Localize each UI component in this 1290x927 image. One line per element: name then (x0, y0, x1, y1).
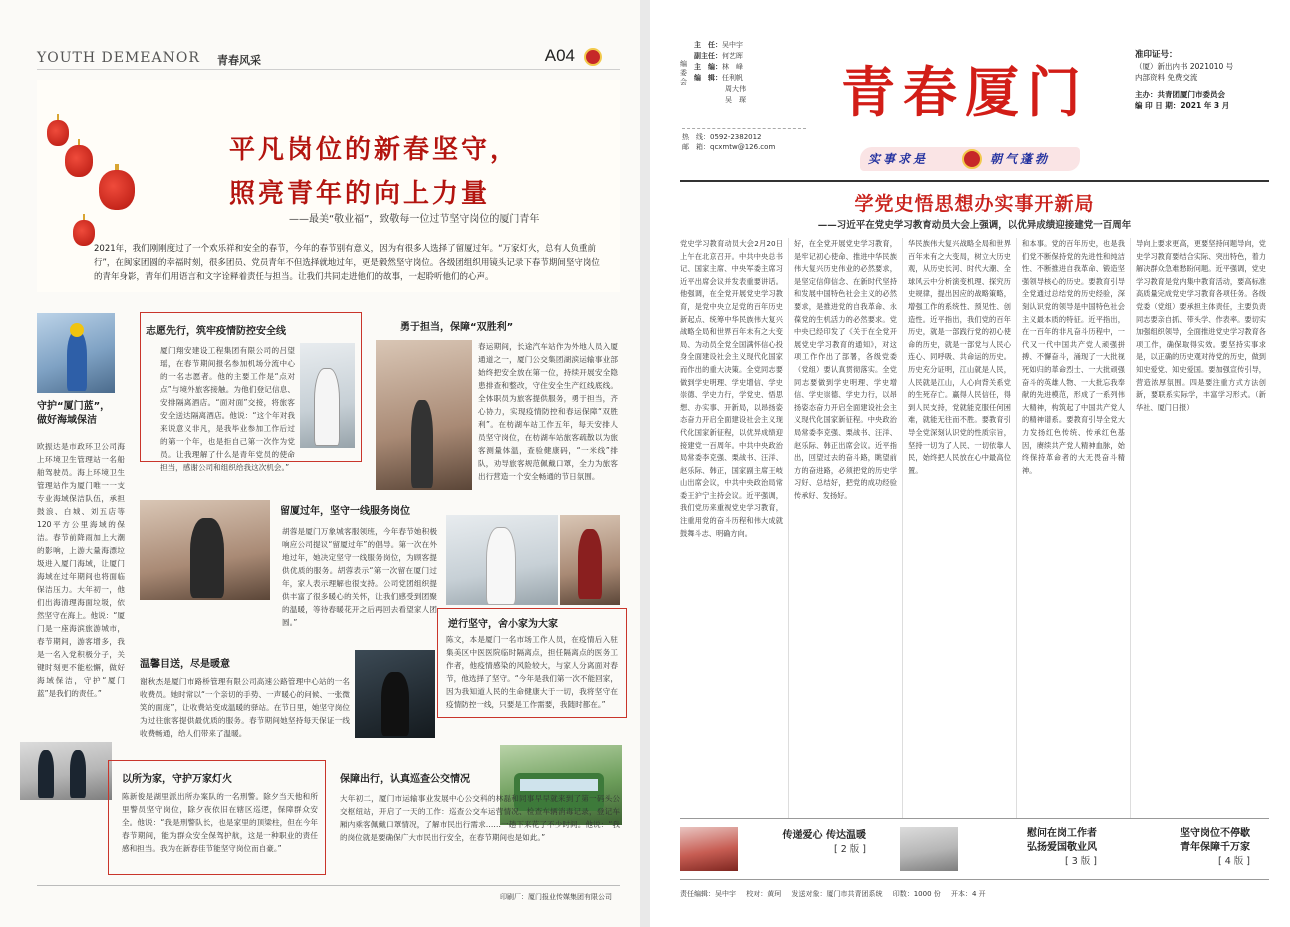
section-body-bus-station: 春运期间，长途汽车站作为外地人员入厦通道之一，厦门公交集团湖滨运输事业部始终把安全放在第一位，持续开展安全隐患排查和整改，守住安全生产红线底线。全体职员为旅客提供服务，勇于担当，齐心协力，实现疫情防控和春运保障“双胜利”。在枋湖车站工作五年，每天安排人员坚守岗位，在枋湖车站旅客疏散以为旅客测量体温，查验健康码，“一米线”排队，劝导旅客规范佩戴口罩，全力为旅客出行营造一个安全畅通的节日氛围。 (478, 342, 618, 481)
column-divider (1130, 238, 1131, 818)
lantern-icon (65, 145, 93, 177)
article-column: 党史学习教育动员大会2月20日上午在北京召开。中共中央总书记、国家主席、中央军委主席习近平出席会议并发表重要讲话。他强调，在全党开展党史学习教育，是党中央立足党的百年历史新起点、统筹中华民族伟大复兴战略全局和世界百年未有之大变局、为动员全党全国满怀信心投身全面建设社会主义现代化国家而作出的重大决策。全党同志要做到学史明理、学史增信、学史崇德、学史力行，学党史、悟思想、办实事、开新局，以昂扬姿态奋力开启全面建设社会主义现代化国家新征程，以优异成绩迎接建党一百周年。中共中央政治局常委李克强、栗战书、汪洋、赵乐际、韩正，国家副主席王岐山出席会议，中共中央政治局常委王沪宁主持会议。近平强调，我们党历来重视党史学习教育，注重用党的奋斗历程和伟大成就鼓舞斗志、明确方向。 (680, 239, 783, 538)
hotline: 热 线：0592-2382012 (682, 133, 762, 141)
masthead-row: 主 任：吴中宇 (694, 41, 743, 49)
section-cn-title: 青春风采 (217, 54, 261, 67)
publication-info: 准印证号： （厦）新出内书 2021010 号 内部资料 免费交流 主办：共青团厦门市委员会 编 印 日 期：2021 年 3 月 (1135, 50, 1234, 110)
page-gutter (640, 0, 650, 927)
article-column: 华民族伟大复兴战略全局和世界百年未有之大变局，树立大历史观，从历史长河、时代大潮、全球风云中分析演变机理、探究历史规律，提出因应的战略策略，增强工作的系统性、预见性、创造性。近平指出，我们党的百年历史，就是一部践行党的初心使命的历史，就是一部党与人民心连心、同呼吸、共命运的历史。历史充分证明，江山就是人民，人民就是江山，人心向背关系党的生死存亡。赢得人民信任，得到人民支持，党就能克服任何困难，就能无往而不胜。要教育引导全党深刻认识党的性质宗旨，坚持一切为了人民、一切依靠人民，始终把人民放在心中最高位置。 (908, 239, 1011, 475)
article-column: 和本事。党的百年历史，也是我们党不断保持党的先进性和纯洁性、不断推进自我革命、锻造坚强领导核心的历史。要教育引导全党通过总结党的历史经验，深刻认识党的领导是中国特色社会主义最本质的特征。近平指出，在一百年的非凡奋斗历程中，一代又一代中国共产党人顽强拼搏、不懈奋斗，涌现了一大批视死如归的革命烈士、一大批顽强奋斗的英雄人物、一大批忘我奉献的先进模范，形成了一系列伟大精神，构筑起了中国共产党人的精神谱系。要教育引导全党大力发扬红色传统、传承红色基因，赓续共产党人精神血脉，始终保持革命者的大无畏奋斗精神。 (1022, 239, 1125, 475)
photo-police-patrol (20, 742, 112, 800)
photo-volunteer (300, 343, 355, 448)
photo-toll-station (355, 650, 435, 738)
section-title-mall-service: 留厦过年，坚守一线服务岗位 (280, 506, 410, 517)
left-page (0, 0, 640, 927)
section-body-volunteer: 厦门翔安建设工程集团有限公司的吕望瑶，在春节期间报名参加机场分流中心的一名志愿者。他的主要工作是“点对点”与境外旅客接触。为他们登记信息、安排隔离酒店。“面对面”交接，将旅客安全送达隔离酒店。他说：“这个年对我来说意义非凡，是我毕业参加工作后过的第一个年，也是拒自己第一次作为党员。让我理解了什么是青年党员的使命担当，感谢公司和组织给我这次机会。” (160, 346, 295, 472)
section-en-title: YOUTH DEMEANOR (37, 50, 200, 66)
masthead-row: 副主任：何艺晖 (694, 52, 743, 60)
section-title-toll-station: 温馨目送，尽是暖意 (140, 659, 230, 670)
section-title-police: 以所为家，守护万家灯火 (122, 774, 232, 785)
inside-pages-strip: 传递爱心 传达温暖 [ 2 版 ] 慰问在岗工作者 弘扬爱国敬业风 [ 3 版 ] 坚守岗位不停歇 青年保障千万家 [ 4 版 ] (680, 818, 1269, 880)
section-body-mall-service: 胡蓉是厦门万象城客服领班，今年春节她积极响应公司提议“留厦过年”的倡导。第一次在外地过年，她决定坚守一线服务岗位，为顾客提供优质的服务。胡蓉表示“第一次留在厦门过年，家人表示理解也很支持。公司党团组织提供丰富了很多暖心的关怀，让我们感受到团聚的温暖，等待春暖花开之后再回去看望家人团圆。” (282, 527, 437, 627)
section-body-medical: 陈文，本是厦门一名市场工作人员，在疫情后入驻集美区中医医院临时隔离点，担任隔离点的医务工作者，他疫情感染的风险较大，与家人分离面对春节，他选择了坚守。“今年是我们第一次不能回家，因为我知道人民的生命健康大于一切，我将坚守在疫情防控一线，只要是工作需要，我随时都在。” (446, 635, 618, 709)
column-divider (1016, 238, 1017, 818)
section-title-volunteer: 志愿先行，筑牢疫情防控安全线 (146, 326, 286, 337)
page-number: A04 (544, 46, 575, 65)
email: 邮 箱：qcxmtw@126.com (682, 143, 776, 151)
section-body-sanitation: 欧振达是市政环卫公司海上环境卫生管理站一名船舶驾驶员。海上环境卫生管理站作为厦门唯一一支专业海域保洁队伍，承担鼓浪、白城、刘五店等120平方公里海域的保洁。春节前降雨加上大潮的影响，上游大量海漂垃圾进入厦门海域，让厦门海域在过年期间也将面临保洁压力。大年初一，他们出海清理海面垃圾，依然坚守在海上。他说：“厦门是一座海滨旅游城市，春节期间，游客增多，我是一名入党积极分子，关键时刻更不能松懈，做好海域保洁，守护“厦门蓝”是我们的责任。” (37, 442, 125, 698)
youth-league-emblem-icon (584, 48, 602, 66)
teaser-photo (680, 827, 738, 871)
section-title-bus-station: 勇于担当，保障“双胜利” (400, 322, 514, 333)
slogan-bar (850, 143, 1090, 175)
section-header (37, 44, 620, 70)
masthead-row: 周大伟 (725, 85, 746, 93)
slogan-right: 朝气蓬勃 (990, 152, 1051, 166)
masthead-row: 主 编：林 峰 (694, 63, 743, 71)
section-title-medical: 逆行坚守，舍小家为大家 (448, 619, 558, 630)
section-body-transit: 大年初二，厦门市运输事业发展中心公交科的林磊和同事早早就来到了第一码头公交枢纽站，开启了一天的工作：巡查公交车运营情况、检查车辆消毒记录，登记车厢内乘客佩戴口罩情况，了解市民出行需求……一趟下来花了不少时间。他说：“我的岗位就是要确保广大市民出行安全，在春节期间也是如此。” (340, 794, 620, 842)
photo-medical-worker (446, 515, 558, 605)
right-page-footer: 责任编辑：吴中宇 校对：黄珂 发送对象：厦门市共青团系统 印数：1000 份 开本：4 开 (680, 890, 986, 898)
masthead-row: 编 辑：任利帆 (694, 74, 743, 82)
feature-headline: 平凡岗位的新春坚守， 照亮青年的向上力量 (229, 135, 520, 209)
masthead-row: 吴 琛 (725, 96, 746, 104)
teaser-photo (900, 827, 958, 871)
section-body-toll-station: 谢秋杰是厦门市路桥管理有限公司高速公路管理中心站的一名收费员。她时常以“一个亲切的手势、一声暖心的问候、一张微笑的面庞”，让收费站变成温暖的驿站。在节日里，她坚守岗位为过往旅客提供最优质的服务。春节期间她坚持每天保证一线收费畅通，给人们带来了温暖。 (140, 677, 350, 738)
committee-label: 编委会 (680, 60, 687, 86)
youth-league-emblem-icon (962, 149, 982, 169)
lantern-icon (99, 170, 135, 210)
lantern-icon (47, 120, 69, 146)
newspaper-title: 青春厦门 (841, 60, 1089, 124)
left-page-footer (37, 885, 620, 905)
photo-mall-service (140, 500, 270, 600)
lantern-icon (73, 220, 95, 246)
photo-medical-worker-2 (560, 515, 620, 605)
right-page (650, 0, 1289, 927)
lead-article-title: 学党史悟思想办实事开新局 (854, 193, 1095, 215)
feature-intro: 2021年，我们刚刚度过了一个欢乐祥和安全的春节，今年的春节别有意义，因为有很多人选择了留厦过年。“万家灯火，总有人负重前行”，在闽家团圆的幸福时刻，很多团员、党员青年不但选择就地过年，更是毅然坚守岗位。各级团组织用镜头记录下春节期间坚守岗位的青年身影，青年们用语言和文字诠释着责任与担当。让我们共同走进他们的故事，一起聆听他们的心声。 (94, 244, 600, 282)
article-column: 好，在全党开展党史学习教育，是牢记初心使命、推进中华民族伟大复兴历史伟业的必然要求，是坚定信仰信念、在新时代坚持和发展中国特色社会主义的必然要求，是推进党的自我革命、永葆党的生机活力的必然要求。党中央已经印发了《关于在全党开展党史学习教育的通知》，对这项工作作出了部署，各级党委（党组）要认真贯彻落实。全党同志要做到学史明理、学史增信、学史崇德、学史力行，以昂扬姿态奋力开启全面建设社会主义现代化国家新征程。中央政治局常委李克强、栗战书、汪洋、赵乐际、韩正出席会议。近平指出，回望过去的奋斗路，眺望前方的奋进路，必须把党的历史学习好、总结好，把党的成功经验传承好、发扬好。 (794, 239, 897, 500)
slogan-left: 实事求是 (868, 152, 929, 166)
section-title-transit: 保障出行，认真巡查公交情况 (340, 774, 470, 785)
photo-sanitation-worker (37, 313, 115, 393)
section-title-sanitation: 守护“厦门蓝”，做好海域保洁 (37, 401, 111, 426)
feature-subheadline: ——最美“敬业福”，致敬每一位过节坚守岗位的厦门青年 (289, 214, 540, 225)
article-column: 导向上要求更高，更要坚持问题导向，党史学习教育要结合实际、突出特色，着力解决群众急难愁盼问题。近平强调，党史学习教育是党内集中教育活动，要高标准高质量完成党史学习教育各项任务。各级党委（党组）要承担主体责任，主要负责同志要亲自抓、带头学、作表率。要切实加强组织领导，全面推进党史学习教育各项工作，确保取得实效。要坚持实事求是，以正确的历史观对待党的历史，做到知史爱党、知史爱国。要加强宣传引导，营造浓厚氛围。四是要注重方式方法创新，要联系实际学，丰富学习形式。（新华社、厦门日报） (1136, 239, 1266, 412)
lead-article-subtitle: ——习近平在党史学习教育动员大会上强调，以优异成绩迎接建党一百周年 (817, 220, 1132, 231)
printer-info: 印刷厂：厦门报业传媒集团有限公司 (500, 893, 612, 901)
photo-bus-station (376, 340, 472, 490)
column-divider (788, 238, 789, 818)
section-body-police: 陈新俊是湖里派出所办案队的一名刑警。除夕当天他和所里警员坚守岗位，除夕夜依旧在辖区巡逻，保障群众安全。他说：“我是刑警队长，也是家里的顶梁柱，但在今年春节期间，能为群众安全保驾护航，这是一种职业的责任感和担当。我为在新春佳节能坚守岗位而自豪。” (122, 792, 318, 853)
column-divider (902, 238, 903, 818)
masthead-rule (680, 180, 1269, 182)
contact-info (682, 128, 806, 152)
